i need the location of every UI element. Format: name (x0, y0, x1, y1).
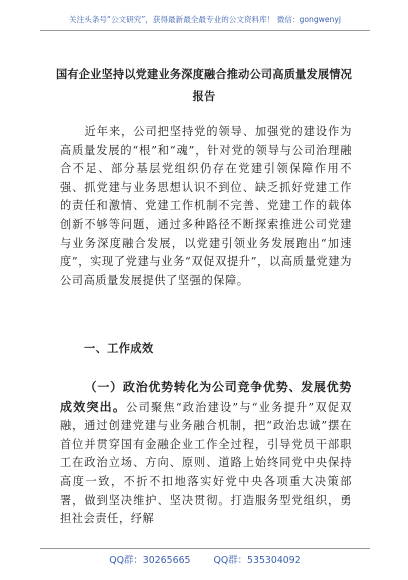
subsection-body: 公司聚焦“政治建设”与“业务提升”双促双融，通过创建党建与业务融合机制，把“政治忠诚”摆在首位并贯穿国有金融企业工作全过程，引导党员干部职工在政治立场、方向、原则、道路上始终同党中央保持高度一致，不折不扣地落实好党中央各项重大决策部署，做到坚决维护、坚决贯彻。打造服务型党组织，勇担社会责任，纾解 (60, 400, 352, 526)
section-heading: 一、工作成效 (84, 341, 154, 355)
subsection-paragraph (60, 378, 352, 529)
intro-paragraph: 近年来，公司把坚持党的领导、加强党的建设作为高质量发展的“根”和“魂”，针对党的领导与公司治理融合不足、部分基层党组织仍存在党建引领保障作用不强、抓党建与业务思想认识不到位、缺乏抓好党建工作的责任和激情、党建工作机制不完善、党建工作的载体创新不够等问题，通过多种路径不断探索推进公司党建与业务深度融合发展，以党建引领业务发展跑出“加速度”，实现了党建与业务“双促双提升”，以高质量党建为公司高质量发展提供了坚强的保障。 (60, 125, 352, 287)
page-header: 关注头条号“公文研究”，获得最新最全最专业的公文资料库！ 微信：gongwenyj (69, 15, 341, 24)
footer-divider (40, 548, 370, 549)
subsection-section (60, 378, 352, 529)
document-title: 国有企业坚持以党建业务深度融合推动公司高质量发展情况报告 (55, 67, 353, 103)
intro-section (60, 123, 352, 290)
footer-qq-right: QQ群：535304092 (213, 555, 301, 566)
footer-qq-left: QQ群：30265665 (109, 555, 191, 566)
subsection-heading: （一）政治优势转化为公司竞争优势、发展优势成效突出。 (60, 380, 352, 414)
page-footer (40, 552, 370, 566)
header-divider (40, 30, 370, 31)
